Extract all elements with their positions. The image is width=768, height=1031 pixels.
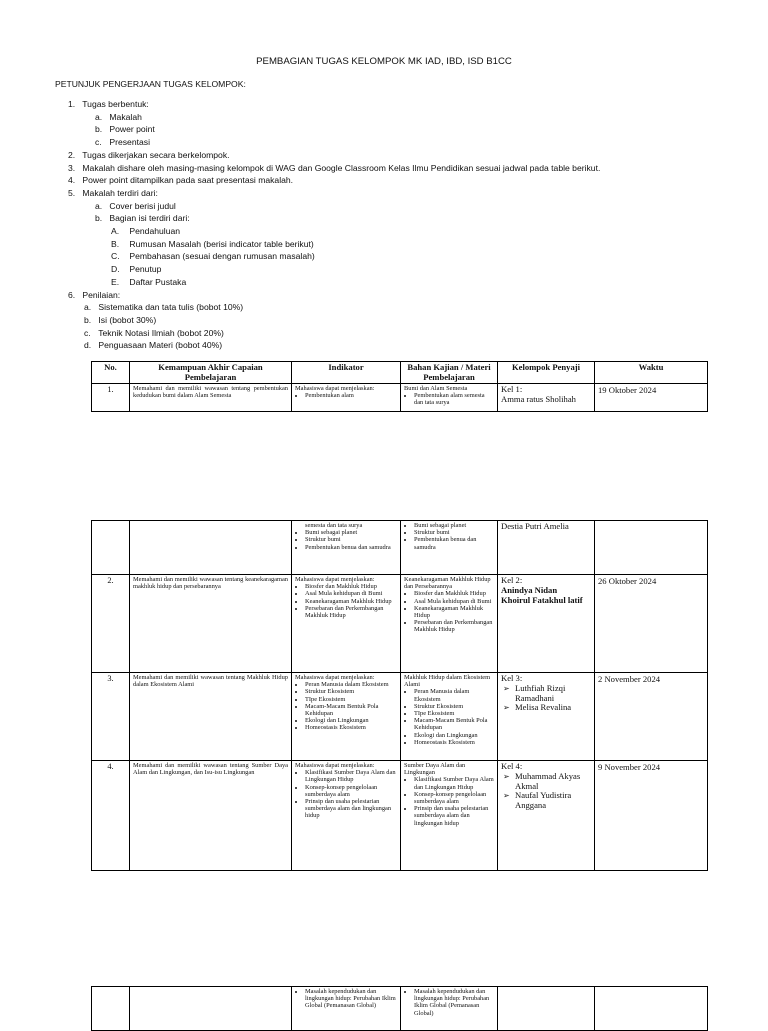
list-item: a. Makalah: [95, 111, 142, 122]
table-row: [92, 673, 708, 761]
bahan-cell: Bumi dan Alam Semesta • Pembentukan alam semesta dan tata surya: [401, 384, 498, 412]
list-item: a. Cover berisi judul: [95, 200, 176, 211]
waktu-cell: 2 November 2024: [595, 673, 708, 761]
bahan-cell: • Bumi sebagai planet • Struktur bumi • Pembentukan benua dan samudra: [401, 521, 498, 575]
kelompok-cell: Kel 4: ➢ Muhammad Akyas Akmal ➢ Naufal Yudistira Anggana: [498, 761, 595, 871]
kemampuan-cell: Memahami dan memiliki wawasan tentang Sumber Daya Alam dan Lingkungan, dan Isu-isu Lingkungan: [130, 761, 292, 871]
list-item: b. Power point: [95, 124, 155, 135]
header-bahan: Bahan Kajian / Materi Pembelajaran: [401, 362, 498, 384]
table-row: [92, 761, 708, 871]
header-no: No.: [92, 362, 130, 384]
table-row: [92, 384, 708, 412]
list-item: 6. Penilaian:: [68, 289, 121, 300]
indikator-cell: Mahasiswa dapat menjelaskan: • Klasifikasi Sumber Daya Alam dan Lingkungan Hidup • Konsep-konsep pengelolaan sumberdaya alam • Prinsip dan usaha pelestarian sumberdaya alam dan lingkungan hidup: [292, 761, 401, 871]
header-indikator: Indikator: [292, 362, 401, 384]
kemampuan-cell: Memahami dan memiliki wawasan tentang keanekaragaman makhluk hidup dan persebarannya: [130, 575, 292, 673]
row-number: 3.: [92, 673, 130, 761]
list-item: c. Teknik Notasi Ilmiah (bobot 20%): [84, 327, 224, 338]
list-item: 4. Power point ditampilkan pada saat presentasi makalah.: [68, 175, 294, 186]
waktu-cell: 9 November 2024: [595, 761, 708, 871]
list-item: a. Sistematika dan tata tulis (bobot 10%): [84, 302, 244, 313]
row-number: 1.: [92, 384, 130, 412]
list-item: C. Pembahasan (sesuai dengan rumusan masalah): [111, 251, 315, 262]
row-number: 2.: [92, 575, 130, 673]
list-item: 3. Makalah dishare oleh masing-masing kelompok di WAG dan Google Classroom Kelas Ilmu Pendidikan sesuai jadwal pada table berikut.: [68, 162, 601, 173]
indikator-cell: semesta dan tata surya • Bumi sebagai planet • Struktur bumi • Pembentukan benua dan samudra: [292, 521, 401, 575]
list-item: b. Isi (bobot 30%): [84, 314, 157, 325]
header-waktu: Waktu: [595, 362, 708, 384]
list-item: A. Pendahuluan: [111, 226, 181, 237]
row-number: 4.: [92, 761, 130, 871]
indikator-cell: Mahasiswa dapat menjelaskan: • Peran Manusia dalam Ekosistem • Struktur Ekosistem • TIpe Ekosistem • Macam-Macam Bentuk Pola Kehidupan • Ekologi dan Lingkungan • Homeostasis Ekosistem: [292, 673, 401, 761]
kemampuan-cell: Memahami dan memiliki wawasan tentang pembentukan kedudukan bumi dalam Alam Semesta: [130, 384, 292, 412]
waktu-cell: 19 Oktober 2024: [595, 384, 708, 412]
instructions-list: [68, 98, 728, 352]
list-item: D. Penutup: [111, 264, 162, 275]
page-title: PEMBAGIAN TUGAS KELOMPOK MK IAD, IBD, ISD B1CC: [256, 56, 512, 67]
header-kemampuan: Kemampuan Akhir Capaian Pembelajaran: [130, 362, 292, 384]
header-kelompok: Kelompok Penyaji: [498, 362, 595, 384]
table-header-row: [92, 362, 708, 384]
indikator-cell: Mahasiswa dapat menjelaskan: • Pembentukan alam: [292, 384, 401, 412]
indikator-cell: • Masalah kependudukan dan lingkungan hidup: Perubahan Iklim Global (Pemanasan Global): [292, 987, 401, 1031]
instructions-heading: PETUNJUK PENGERJAAN TUGAS KELOMPOK:: [55, 79, 246, 89]
kelompok-cell: Kel 3: ➢ Luthfiah Rizqi Ramadhani ➢ Melisa Revalina: [498, 673, 595, 761]
list-item: E. Daftar Pustaka: [111, 276, 187, 287]
waktu-cell: 26 Oktober 2024: [595, 575, 708, 673]
list-item: c. Presentasi: [95, 137, 150, 148]
list-item: d. Penguasaan Materi (bobot 40%): [84, 340, 223, 351]
indikator-cell: Mahasiswa dapat menjelaskan: • Biosfer dan Makhluk Hidup • Asal Mula kehidupan di Bumi • Keanekaragaman Makhluk Hidup • Persebaran dan Perkembangan Makhluk Hidup: [292, 575, 401, 673]
bahan-cell: • Masalah kependudukan dan lingkungan hidup: Perubahan Iklim Global (Pemanasan Global): [401, 987, 498, 1031]
schedule-table-part-2: [91, 520, 708, 871]
kelompok-cell: Kel 2: Anindya Nidan Khoirul Fatakhul latif: [498, 575, 595, 673]
list-item: B. Rumusan Masalah (berisi indicator table berikut): [111, 238, 314, 249]
table-row: [92, 521, 708, 575]
list-item: b. Bagian isi terdiri dari:: [95, 213, 190, 224]
kelompok-cell: Kel 1: Amma ratus Sholihah: [498, 384, 595, 412]
schedule-table-part-1: [91, 361, 708, 412]
table-row: [92, 575, 708, 673]
list-item: 1. Tugas berbentuk:: [68, 99, 149, 109]
kelompok-cell: Destia Putri Amelia: [498, 521, 595, 575]
list-item: 5. Makalah terdiri dari:: [68, 187, 158, 198]
list-item: 2. Tugas dikerjakan secara berkelompok.: [68, 149, 230, 160]
schedule-table-part-3: [91, 986, 708, 1031]
bahan-cell: Keanekaragaman Makhluk Hidup dan Persebarannya • Biosfer dan Makhluk Hidup • Asal Mula kehidupan di Bumi • Keanekaragaman Makhluk Hidup • Persebaran dan Perkembangan Makhluk Hidup: [401, 575, 498, 673]
kemampuan-cell: Memahami dan memiliki wawasan tentang Makhluk Hidup dalam Ekosistem Alami: [130, 673, 292, 761]
bahan-cell: Sumber Daya Alam dan Lingkungan • Klasifikasi Sumber Daya Alam dan Lingkungan Hidup • Konsep-konsep pengelolaan sumberdaya alam • Prinsip dan usaha pelestarian sumberdaya alam dan lingkungan hidup: [401, 761, 498, 871]
bahan-cell: Makhluk Hidup dalam Ekosistem Alami • Peran Manusia dalam Ekosistem • Struktur Ekosistem • TIpe Ekosistem • Macam-Macam Bentuk Pola Kehidupan • Ekologi dan Lingkungan • Homeostasis Ekosistem: [401, 673, 498, 761]
